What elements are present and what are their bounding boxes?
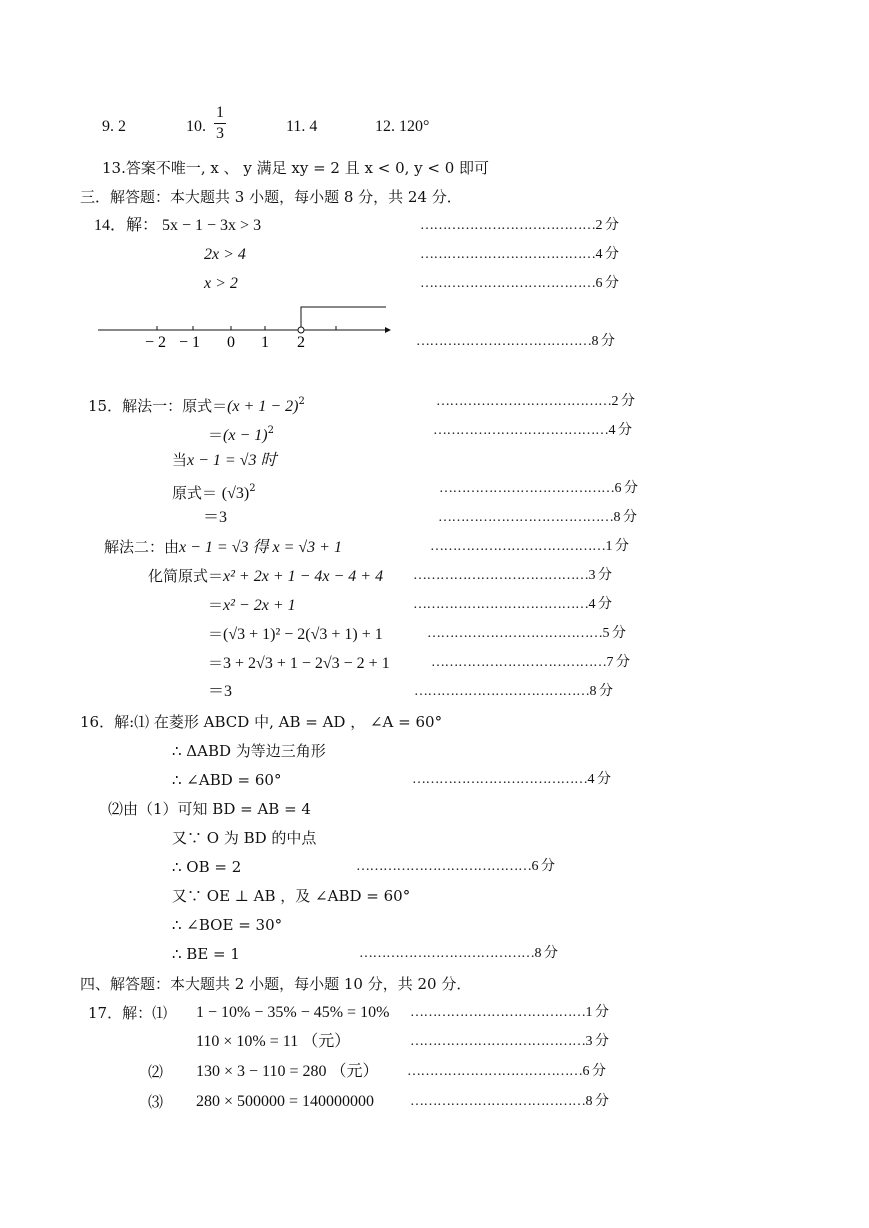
q14-score-3: …………………………………6 分 xyxy=(420,276,619,291)
tick-label: 1 xyxy=(261,334,269,351)
q16-l7: 又∵ OE ⊥ AB ，及 ∠ABD = 60° xyxy=(172,887,411,905)
q16-l1: 16．解:⑴ 在菱形 ABCD 中, AB = AD ， ∠A = 60° xyxy=(80,713,443,731)
q17-label: 17．解：⑴ xyxy=(88,1004,168,1022)
q14-score-1: …………………………………2 分 xyxy=(420,218,619,233)
q15-score: …………………………………8 分 xyxy=(414,684,613,699)
open-circle xyxy=(298,327,304,333)
q17-l1: 1 − 10% − 35% − 45% = 10% xyxy=(196,1004,390,1021)
q16-l6: ∴ OB = 2 xyxy=(172,858,242,876)
q17-score: …………………………………1 分 xyxy=(410,1005,609,1020)
section3-title: 三．解答题：本大题共 3 小题，每小题 8 分，共 24 分． xyxy=(80,188,462,206)
q14-score-4: …………………………………8 分 xyxy=(416,334,615,349)
q15-score: …………………………………7 分 xyxy=(431,655,630,670)
q17-sub3: ⑶ xyxy=(148,1093,164,1111)
q9-label: 9. 2 xyxy=(102,118,126,135)
q16-l8: ∴ ∠BOE = 30° xyxy=(172,916,283,934)
q17-l2: 110 × 10% = 11 （元） xyxy=(196,1033,351,1050)
q17-score: …………………………………8 分 xyxy=(410,1094,609,1109)
q14-line1: 14．解： 5x − 1 − 3x > 3 xyxy=(94,217,262,234)
q15-score: …………………………………8 分 xyxy=(438,510,637,525)
q15-score: …………………………………3 分 xyxy=(413,568,612,583)
q16-l4: ⑵由（1）可知 BD = AB = 4 xyxy=(108,800,311,818)
q17-score: …………………………………3 分 xyxy=(410,1034,609,1049)
q14-line3: x > 2 xyxy=(204,275,238,292)
q17-sub2: ⑵ xyxy=(148,1063,164,1081)
q16-l9: ∴ BE = 1 xyxy=(172,945,240,963)
axis-arrow xyxy=(385,327,391,333)
q16-score: …………………………………8 分 xyxy=(359,946,558,961)
section4-title: 四、解答题：本大题共 2 小题，每小题 10 分，共 20 分． xyxy=(80,975,472,993)
q15-l8: ＝x² − 2x + 1 xyxy=(208,596,296,614)
q13-answer: 13.答案不唯一, x 、 y 满足 xy = 2 且 x < 0, y < 0 即可 xyxy=(102,159,490,177)
q15-l4: 原式＝ $(√3)^2$ xyxy=(172,483,256,502)
q12-label: 12. 120° xyxy=(375,118,430,135)
q14-line2: 2x > 4 xyxy=(204,246,246,263)
tick-label: − 1 xyxy=(179,334,201,351)
q15-l2: $=(x - 1)^2$ xyxy=(208,425,274,444)
q17-l4: 280 × 500000 = 140000000 xyxy=(196,1093,375,1110)
solution-bracket xyxy=(301,307,386,330)
q14-score-2: …………………………………4 分 xyxy=(420,247,619,262)
number-line xyxy=(90,300,400,360)
q17-score: …………………………………6 分 xyxy=(407,1064,606,1079)
q15-l6: 解法二：由x − 1 = √3 得 x = √3 + 1 xyxy=(104,538,342,556)
q16-score: …………………………………6 分 xyxy=(356,859,555,874)
q16-l3: ∴ ∠ABD = 60° xyxy=(172,771,282,789)
q15-l7: 化简原式＝x² + 2x + 1 − 4x − 4 + 4 xyxy=(148,567,384,585)
q15-l5: ＝3 xyxy=(203,509,228,526)
q15-score: …………………………………4 分 xyxy=(413,597,612,612)
q15-l11: ＝3 xyxy=(208,683,233,700)
q16-score: …………………………………4 分 xyxy=(412,772,611,787)
q15-score: …………………………………6 分 xyxy=(439,481,638,496)
q15-score: …………………………………5 分 xyxy=(427,626,626,641)
q16-l2: ∴ ΔABD 为等边三角形 xyxy=(172,742,326,760)
q16-l5: 又∵ O 为 BD 的中点 xyxy=(172,829,317,847)
q15-score: …………………………………2 分 xyxy=(436,394,635,409)
q10-label: 10. xyxy=(186,118,206,135)
q15-l3: 当x − 1 = √3 时 xyxy=(172,451,277,469)
tick-label: 2 xyxy=(297,334,305,351)
q11-label: 11. 4 xyxy=(286,118,318,135)
tick-label: − 2 xyxy=(145,334,167,351)
q10-fraction: 1 3 xyxy=(216,104,224,142)
tick-label: 0 xyxy=(227,334,235,351)
q15-l1: 15．解法一：原式$=(x + 1 - 2)^2$ xyxy=(88,396,305,415)
q15-l9: ＝(√3 + 1)² − 2(√3 + 1) + 1 xyxy=(208,625,383,643)
q15-score: …………………………………4 分 xyxy=(433,423,632,438)
q15-score: …………………………………1 分 xyxy=(430,539,629,554)
q15-l10: ＝3 + 2√3 + 1 − 2√3 − 2 + 1 xyxy=(208,654,390,672)
q17-l3: 130 × 3 − 110 = 280 （元） xyxy=(196,1063,379,1080)
